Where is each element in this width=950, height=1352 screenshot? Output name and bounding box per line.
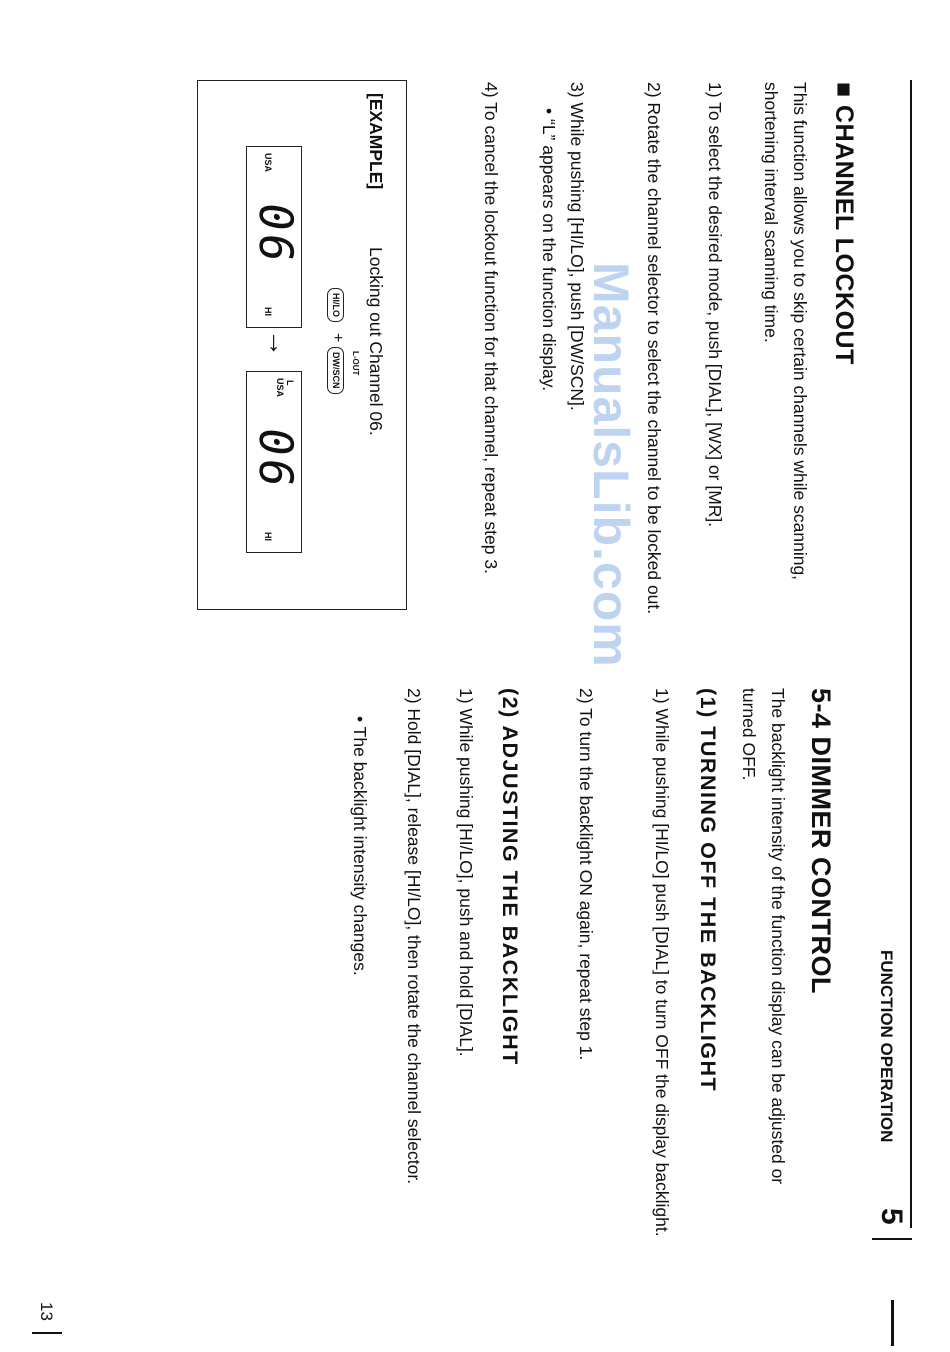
watermark: ManualsLib.com bbox=[583, 262, 639, 668]
l-out-label: L-OUT bbox=[351, 351, 360, 376]
page-number: 13 bbox=[37, 1302, 56, 1321]
lockout-step-1: 1) To select the desired mode, push [DIAL], [WX] or [MR]. bbox=[705, 82, 725, 528]
dw-scn-key: DW/SCN bbox=[327, 347, 344, 394]
header-rule bbox=[910, 80, 912, 1228]
lcd-lock-label: L bbox=[285, 380, 295, 386]
lockout-step-3: 3) While pushing [HI/LO], push [DW/SCN]. bbox=[567, 82, 587, 411]
example-label: [EXAMPLE] bbox=[366, 93, 386, 190]
turning-off-step-2: 2) To turn the backlight ON again, repeat step 1. bbox=[576, 688, 596, 1061]
lockout-step-4: 4) To cancel the lockout function for that channel, repeat step 3. bbox=[481, 82, 501, 574]
turning-off-heading: (1) TURNING OFF THE BACKLIGHT bbox=[696, 688, 720, 1093]
turning-off-step-1: 1) While pushing [HI/LO] push [DIAL] to turn OFF the display backlight. bbox=[652, 688, 672, 1237]
lcd-display-after bbox=[246, 371, 302, 553]
lcd-region-label: USA bbox=[275, 378, 285, 398]
arrow-icon: → bbox=[263, 329, 294, 357]
lockout-intro: This function allows you to skip certain channels while scanning, shortening interval scanning time. bbox=[761, 82, 810, 581]
hi-lo-key: HI/LO bbox=[327, 288, 344, 322]
lcd-power-label: HI bbox=[263, 532, 273, 541]
lockout-step-3-bullet: • “L” appears on the function display. bbox=[539, 108, 559, 392]
margin-mark bbox=[891, 1300, 894, 1346]
lcd-channel-digits: 06 bbox=[249, 199, 303, 269]
lockout-title: ■ CHANNEL LOCKOUT bbox=[830, 82, 858, 365]
section-title: FUNCTION OPERATION bbox=[877, 950, 896, 1143]
section-number: 5 bbox=[875, 1208, 908, 1225]
adjusting-heading: (2) ADJUSTING THE BACKLIGHT bbox=[498, 688, 522, 1066]
example-caption: Locking out Channel 06. bbox=[366, 247, 386, 436]
example-box bbox=[197, 80, 407, 610]
adjusting-step-2-bullet: • The backlight intensity changes. bbox=[350, 716, 370, 976]
section-number-bracket bbox=[872, 1238, 912, 1240]
dimmer-title: 5-4 DIMMER CONTROL bbox=[806, 688, 836, 994]
lcd-power-label: HI bbox=[263, 307, 273, 316]
lcd-channel-digits: 06 bbox=[249, 424, 303, 494]
lcd-display-before bbox=[246, 146, 302, 328]
lcd-region-label: USA bbox=[263, 153, 273, 173]
page-number-mark bbox=[32, 1332, 62, 1334]
plus-sign: + bbox=[329, 333, 346, 343]
adjusting-step-2: 2) Hold [DIAL], release [HI/LO], then rotate the channel selector. bbox=[404, 688, 424, 1185]
adjusting-step-1: 1) While pushing [HI/LO], push and hold [DIAL]. bbox=[456, 688, 476, 1057]
lockout-step-2: 2) Rotate the channel selector to select the channel to be locked out. bbox=[644, 82, 664, 615]
dimmer-intro: The backlight intensity of the function display can be adjusted or turned OFF. bbox=[739, 688, 788, 1185]
